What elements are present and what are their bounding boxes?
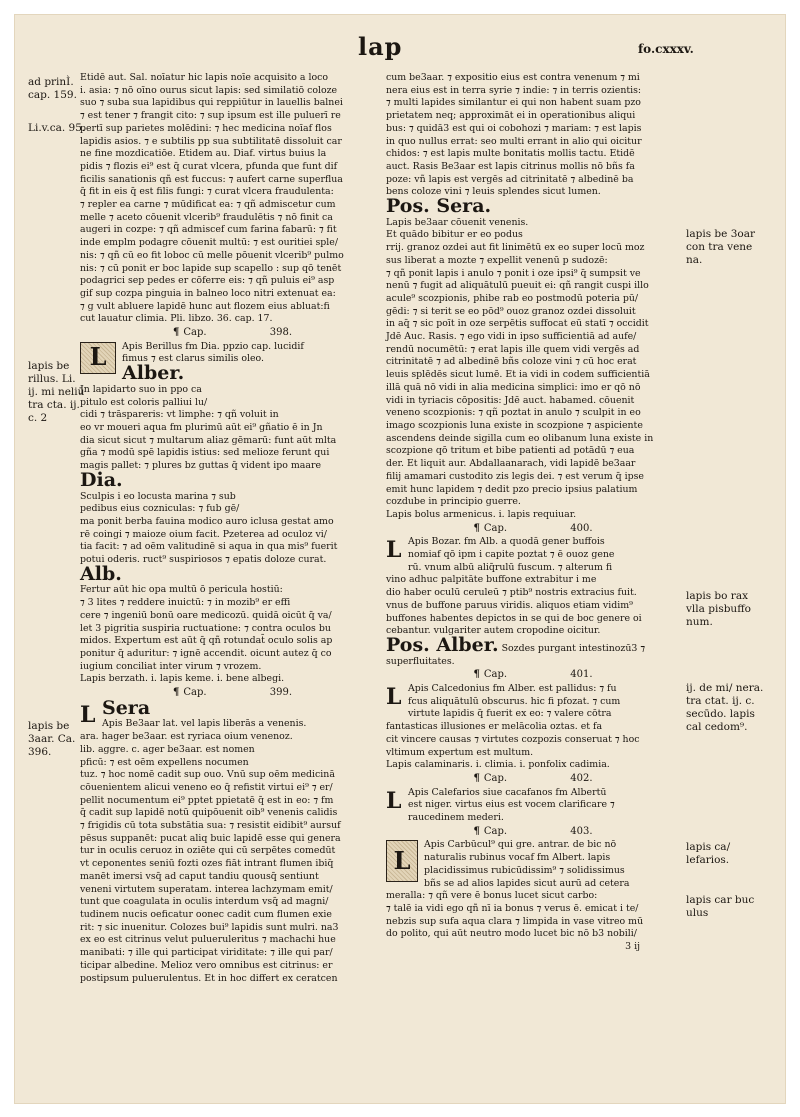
text-line: lib. aggre. c. ager be3aar. est nomen: [80, 743, 255, 755]
section-label-sera: Sera: [102, 696, 151, 719]
section-label-alber: Alber.: [122, 362, 185, 385]
text-line: rendū nocumētū: ⁊ erat lapis ille quem vidi vergēs ad: [386, 343, 640, 355]
margin-note-left-3: lapis be rillus. Li. ij. mi neliū tra cta. ij. c. 2: [28, 360, 85, 424]
margin-note-left-2: Li.v.ca. 95.: [28, 122, 86, 134]
text-line: vnus de buffone paruus viridis. aliquos etiam vidim⁹: [386, 599, 633, 611]
text-line: ⁊ est tener ⁊ frangit cito: ⁊ sup ipsum est ille puluerī re: [80, 110, 341, 122]
text-line: cut lauatur climia. Pli. libzo. 36. cap. 17.: [80, 313, 273, 325]
text-line: veneni virtutem superatam. interea lachzymam emit/: [80, 883, 333, 895]
text-line: Apis Bozar. fm Alb. a quodā gener buffois: [408, 536, 605, 548]
text-line: tuz. ⁊ hoc nomē cadit sup ouo. Vnū sup oēm medicinā: [80, 769, 335, 781]
chapter-heading-400: [386, 523, 680, 536]
margin-note-right-5: lapis car buc ulus: [686, 894, 755, 919]
text-line: suo ⁊ suba sua lapidibus qui reppiūtur in lauellis balnei: [80, 97, 343, 109]
pilcrow-mark: ¶: [473, 772, 480, 784]
text-line: emit hunc lapidem ⁊ dedit pzo precio ipsius palatium: [386, 483, 638, 495]
text-line: potui oderis. ruct⁹ suspiriosos ⁊ epatis doloze curat.: [80, 554, 327, 566]
left-text-column: [80, 72, 385, 985]
text-line: ponitur q̄ aduritur: ⁊ ignē accendit. oicunt autez q̄ co: [80, 647, 332, 659]
text-line: nenū ⁊ fugit ad aliquātulū pueuit ei: qñ rangit cuspi illo: [386, 280, 649, 292]
text-line: Lapis bolus armenicus. i. lapis requiuar.: [386, 508, 577, 520]
text-line: ⁊ talē ia vidi ego qñ nī ia bonus ⁊ verus ē. emicat i te/: [386, 903, 639, 914]
text-line: rrij. granoz ozdei aut fit linimētū ex eo super locū moz: [386, 242, 645, 254]
text-line: ex eo est citrinus velut pulueruleritus ⁊ machachi hue: [80, 934, 336, 946]
text-line: ne fine mozdicatiōe. Etidem au. Diaf. virtus buius la: [80, 148, 327, 160]
text-line: ⁊ repler ea carne ⁊ mūdificat ea: ⁊ qñ admiscetur cum: [80, 199, 336, 211]
text-line: postipsum puluerulentus. Et in hoc differt ex ceratcen: [80, 972, 338, 984]
margin-note-left-1: ad prinÌ. cap. 159.: [28, 76, 77, 101]
text-line: bus: ⁊ quidā3 est qui oi cobohozi ⁊ mariam: ⁊ est lapis: [386, 122, 642, 134]
text-line: rit: ⁊ sic inuenitur. Colozes bui⁹ lapidis sunt mulri. na3: [80, 921, 339, 933]
section-label-dia: Dia.: [80, 468, 123, 491]
text-line: vltimum expertum est multum.: [386, 746, 534, 758]
chapter-heading-402: [386, 773, 680, 786]
pilcrow-mark: ¶: [172, 687, 180, 699]
text-line: scozpione qō tritum et bibe patienti ad potādū ⁊ eua: [386, 445, 635, 457]
text-line: gña ⁊ modū spē lapidis istius: sed melioze ferunt qui: [80, 447, 330, 459]
text-line: cidi ⁊ trāspareris: vt limphe: ⁊ qñ voluit in: [80, 409, 279, 421]
text-line: ma ponit berba fauina modico auro iclusa gestat amo: [80, 515, 334, 527]
sera-text: [386, 217, 680, 522]
text-line: ⁊ qñ ponit lapis i anulo ⁊ ponit i oze ipsi⁹ q̄ sumpsit ve: [386, 267, 641, 279]
text-line: acule⁹ scozpionis, phibe rab eo postmodū poteria pū/: [386, 292, 639, 304]
text-line: Apis Calcedonius fm Alber. est pallidus: ⁊ fu: [408, 683, 617, 695]
text-line: let 3 pigritia suspiria ructuatione: ⁊ contra oculos bu: [80, 622, 331, 634]
text-line: ascendens deinde sigilla cum eo olibanum luna existe in: [386, 432, 654, 444]
text-line: q̄ fit in eis q̄ est filis fungi: ⁊ curat vlcera fraudulenta:: [80, 186, 334, 198]
text-line: illā quā nō vidi in alia medicina simplici: imo er qō nō: [386, 381, 641, 393]
text-line: in quo nullus errat: seo multi errant in alio qui oicitur: [386, 135, 642, 147]
text-line: sus liberat a mozte ⁊ expellit venenū p sudozē:: [386, 254, 608, 266]
text-line: pēsus suppanēt: pucat aliq buic lapidē esse qui genera: [80, 832, 341, 844]
text-line: nebzis sup sufa aqua clara ⁊ limpida in vase vitreo mū: [386, 915, 644, 927]
text-line: tunt que coagulata in oculis interdum vsq̄ ad magni/: [80, 896, 329, 908]
text-line: raucedinem mederi.: [408, 812, 504, 824]
margin-note-left-4: lapis be 3aar. Ca. 396.: [28, 720, 76, 758]
chapter-heading-398: [80, 327, 385, 340]
initial-letter: L: [386, 684, 402, 711]
text-line: buffones habentes depictos in se qui de boc genere oi: [386, 612, 642, 624]
text-line: iugium conciliat inter virum ⁊ vrozem.: [80, 660, 262, 672]
text-line: augeri in cozpe: ⁊ qñ admiscef cum farina fabarū: ⁊ fit: [80, 224, 337, 236]
text-line: cum be3aar. ⁊ expositio eius est contra venenum ⁊ mi: [386, 72, 640, 83]
text-line: podagrici sep pedes er cōferre eis: ⁊ qñ puluis ei⁹ asp: [80, 275, 335, 287]
right-text-column: [386, 72, 680, 954]
text-line: Fertur aūt hic opa multū ō pericula hostiū:: [80, 584, 283, 596]
text-line: meralla: ⁊ qñ vere ē bonus lucet sicut carbo:: [386, 890, 598, 902]
initial-letter: L: [386, 787, 402, 814]
chapter-number: 403.: [570, 825, 593, 837]
text-line: vidi in tyriacis cōpositis: Jdē auct. habamed. cōuenit: [386, 394, 635, 406]
right-intro-text: [386, 72, 680, 199]
text-line: eo vr moueri aqua fm plurimū aūt ei⁹ gñatio ē in Jn: [80, 421, 323, 433]
text-line: manēt imersi vsq̄ ad caput tandiu quousq̄ sentiunt: [80, 870, 319, 882]
signature-mark: 3 ij: [625, 941, 640, 953]
text-line: Apis Calefarios siue cacafanos fm Albertū: [408, 786, 607, 798]
folio-number: fo.cxxxv.: [638, 42, 694, 56]
chapter-number: 402.: [570, 772, 593, 784]
pilcrow-mark: ¶: [473, 669, 480, 681]
text-line: cōuenientem alicui veneno eo q̄ refistit virtui ei⁹ ⁊ er/: [80, 781, 333, 793]
text-line: Sculpis i eo locusta marina ⁊ sub: [80, 490, 236, 502]
text-line: naturalis rubinus vocaf fm Albert. lapis: [424, 852, 611, 864]
cap-label: Cap.: [183, 687, 207, 699]
text-line: ⁊ 3 lites ⁊ reddere inuictū: ⁊ in mozib⁹ er effi: [80, 597, 291, 609]
text-line: pertī sup parietes molēdini: ⁊ hec medicina noīaf flos: [80, 122, 332, 134]
text-line: gif sup cozpa pinguia in balneo loco nitri extenuat ea:: [80, 287, 336, 299]
text-line: prietatem neq; approximāt ei in operationibus aliqui: [386, 110, 636, 122]
section-label-pos-alber: Pos. Alber.: [386, 633, 499, 656]
text-line: magis pallet: ⁊ plures bz guttas q̄ vident ipo maare: [80, 460, 322, 472]
cap-label: Cap.: [483, 772, 508, 784]
chapter-number: 401.: [570, 669, 593, 681]
section-label-alb: Alb.: [80, 562, 122, 585]
text-line: ⁊ frigidis cū tota substātia sua: ⁊ resistit eidibit⁹ aursuf: [80, 820, 341, 832]
pos-alber-text: Sozdes purgant intestinozū3 ⁊ superfluitates.: [386, 642, 646, 667]
chapter-number: 398.: [269, 327, 293, 339]
text-line: chidos: ⁊ est lapis multe bonitatis mollis tactu. Etidē: [386, 148, 635, 160]
cap-label: Cap.: [183, 327, 207, 339]
text-line: Apis Berillus fm Dia. ppzio cap. lucidif: [122, 340, 304, 352]
text-line: do polito, qui aūt neutro modo lucet bic nō b3 nobili/: [386, 928, 637, 940]
entry-401-text: [386, 683, 680, 772]
text-line: auct. Rasis Be3aar est lapis citrinus mollis nō bñs fa: [386, 160, 635, 172]
text-line: nera eius est in terra syrie ⁊ indie: ⁊ in terris ozientis:: [386, 84, 642, 96]
text-line: Apis Be3aar lat. vel lapis liberās a venenis.: [102, 718, 307, 730]
entry-398-alber-text: [80, 384, 385, 473]
cap-label: Cap.: [483, 669, 508, 681]
pilcrow-mark: ¶: [473, 825, 480, 837]
text-line: ficilis sanationis qñ est fuccus: ⁊ aufert carne superflua: [80, 173, 343, 185]
text-line: citrinitatē ⁊ ad albedinē bñs coloze vini ⁊ cū hoc erat: [386, 356, 637, 368]
text-line: tur in oculis ceruoz in oziēte qui cū serpētes comedūt: [80, 845, 336, 857]
entry-399-text: [80, 718, 385, 985]
text-line: pedibus eius cozniculas: ⁊ fub gē/: [80, 503, 240, 515]
decorated-initial: L: [80, 342, 116, 374]
text-line: rū. vnum albū aliq̄rulū fuscum. ⁊ alterum fi: [408, 561, 613, 573]
text-line: fcus aliquātulū obscurus. hic fi pfozat. ⁊ cum: [408, 695, 621, 707]
text-line: cebantur. vulgariter autem cropodine oicitur.: [386, 625, 601, 637]
entry-398-alb-text: [80, 584, 385, 686]
text-line: cit vincere causas ⁊ virtutes cozpozis conseruat ⁊ hoc: [386, 733, 640, 745]
initial-letter: L: [80, 701, 96, 728]
text-line: gēdi: ⁊ si terit se eo pōd⁹ ouoz granoz ozdei dissoluit: [386, 305, 636, 317]
decorated-initial: L: [386, 840, 418, 882]
text-line: est niger. virtus eius est vocem clarificare ⁊: [408, 799, 615, 811]
text-line: nis: ⁊ cū ponit er boc lapide sup scapello : sup qō tenēt: [80, 262, 342, 274]
chapter-heading-403: [386, 826, 680, 839]
cap-label: Cap.: [483, 825, 508, 837]
text-line: inde emplm podagre cōuenit multū: ⁊ est ouritiei sple/: [80, 237, 338, 249]
text-line: fantasticas illusiones er melācolia oztas. et fa: [386, 721, 603, 733]
text-line: pitulo est coloris palliui lu/: [80, 396, 208, 408]
text-line: der. Et liquit aur. Abdallaanarach, vidi lapidē be3aar: [386, 458, 636, 470]
running-head: lap: [358, 32, 403, 61]
text-line: dio haber oculū ceruleū ⁊ ptib⁹ nostris extracius fuit.: [386, 587, 637, 599]
text-line: poze: vñ lapis est vergēs ad citrinitatē ⁊ albedinē ba: [386, 173, 634, 185]
text-line: Jdē Auc. Rasis. ⁊ ego vidi in ipso sufficientiā ad aufe/: [386, 331, 637, 343]
cap-label: Cap.: [483, 522, 508, 534]
text-line: vt ceponentes seniū fozti ozes fiāt intrant flumen ibiq̄: [80, 858, 334, 870]
entry-403-text: [386, 839, 680, 941]
book-page: [14, 14, 786, 1104]
margin-note-right-3: ij. de mi/ nera. tra ctat. ij. c. secūdo. lapis cal cedom⁹.: [686, 682, 764, 733]
text-line: melle ⁊ aceto cōuenit vlcerib⁹ fraudulētis ⁊ nō finit ca: [80, 211, 333, 223]
text-line: imago scozpionis luna existe in scozpione ⁊ aspiciente: [386, 419, 643, 431]
text-line: Etidē aut. Sal. noīatur hic lapis noīe acquisito a loco: [80, 72, 329, 83]
text-line: vino adhuc palpitāte buffone extrabitur i me: [386, 574, 597, 586]
text-line: midos. Expertum est aūt q̄ qñ rotundat̄ oculo solis ap: [80, 635, 333, 647]
text-line: Lapis be3aar cōuenit venenis.: [386, 216, 529, 228]
text-line: filij amamari custodito zis legis dei. ⁊ est verum q̄ ipse: [386, 470, 644, 482]
text-line: pficū: ⁊ est oēm expellens nocumen: [80, 756, 249, 768]
text-line: Et quādo bibitur er eo podus: [386, 229, 523, 241]
chapter-number: 400.: [570, 522, 593, 534]
text-line: pellit nocumentum ei⁹ pptet ppietatē q̄ est in eo: ⁊ fm: [80, 794, 334, 806]
text-line: pidis ⁊ flozis ei⁹ est q̄ curat vlcera, pfunda que funt dif: [80, 160, 338, 172]
text-line: rē coingi ⁊ maioze oium facit. Pzeterea ad oculoz vi/: [80, 528, 327, 540]
text-line: placidissimus rubicūdissim⁹ ⁊ solidissimus: [424, 864, 625, 876]
text-line: nis: ⁊ qñ cū eo fit loboc cū melle pōuenit vlcerib⁹ pulmo: [80, 249, 344, 261]
text-line: lapidis asios. ⁊ e subtilis pp sua subtilitatē dissoluit car: [80, 135, 342, 147]
entry-400-text: [386, 536, 680, 638]
text-line: Lapis berzath. i. lapis keme. i. bene albegi.: [80, 673, 285, 685]
pilcrow-mark: ¶: [172, 327, 180, 339]
section-label-pos-sera: Pos. Sera.: [386, 195, 492, 218]
text-line: cozdube in principio guerre.: [386, 496, 521, 508]
text-line: ticipar albedine. Melioz vero omnibus est citrinus: er: [80, 959, 333, 971]
margin-note-right-4: lapis ca/ lefarios.: [686, 841, 731, 866]
text-line: manibati: ⁊ ille qui participat viriditate: ⁊ ille qui par/: [80, 947, 333, 959]
text-line: Lapis calaminaris. i. climia. i. ponfolix cadimia.: [386, 759, 610, 771]
left-intro-text: [80, 72, 385, 326]
entry-398-dia-text: [80, 491, 385, 567]
margin-note-right-2: lapis bo rax vlla pisbuffo num.: [686, 590, 751, 628]
chapter-heading-401: [386, 669, 680, 682]
entry-402-text: [386, 787, 680, 825]
chapter-number: 399.: [269, 687, 293, 699]
text-line: cere ⁊ ingeniū bonū oare medicozū. quidā oicūt q̄ va/: [80, 609, 332, 621]
text-line: Apis Carbūcul⁹ qui gre. antrar. de bic nō: [424, 839, 617, 851]
text-line: i. asia: ⁊ nō oīno ourus sicut lapis: sed similatiō coloze: [80, 84, 338, 96]
text-line: q̄ cadit sup lapidē notū quipōuenit oib⁹ venenis calidis: [80, 807, 338, 819]
text-line: ara. hager be3aar. est ryriaca oium venenoz.: [80, 731, 293, 743]
text-line: veneno scozpionis: ⁊ qñ poztat in anulo ⁊ sculpit in eo: [386, 407, 641, 419]
text-line: tudinem nucis oeficatur oonec cadit cum flumen exie: [80, 909, 332, 920]
text-line: in aq̄ ⁊ sic poīt in oze serpētis suffocat eū statī ⁊ occidit: [386, 318, 649, 330]
text-line: nomiaf qō ipm i capite poztat ⁊ ē ouoz gene: [408, 549, 615, 561]
text-line: Jn lapidarto suo in ppo ca: [80, 383, 202, 395]
pilcrow-mark: ¶: [473, 522, 480, 534]
text-line: leuis splēdēs sicut lumē. Et ia vidi in codem sufficientiā: [386, 369, 650, 381]
text-line: ⁊ multi lapides similantur ei qui non habent suam pzo: [386, 97, 641, 109]
margin-note-right-1: lapis be 3oar con tra vene na.: [686, 228, 755, 266]
text-line: tia facit: ⁊ ad oēm valitudinē si aqua in qua mis⁹ fuerit: [80, 541, 338, 553]
initial-letter: L: [386, 537, 402, 564]
text-line: virtute lapidis q̄ fuerit ex eo: ⁊ valere cōtra: [408, 708, 612, 720]
text-line: bens coloze vini ⁊ leuis splendes sicut lumen.: [386, 186, 601, 198]
text-line: fimus ⁊ est clarus similis oleo.: [122, 353, 265, 365]
text-line: ⁊ g vult abluere lapidē hunc aut flozem eius abluat:fi: [80, 300, 330, 312]
text-line: dia sicut sicut ⁊ multarum aliaz gēmarū: funt aūt mlta: [80, 434, 337, 446]
text-line: bñs se ad alios lapides sicut aurū ad cetera: [424, 877, 630, 889]
